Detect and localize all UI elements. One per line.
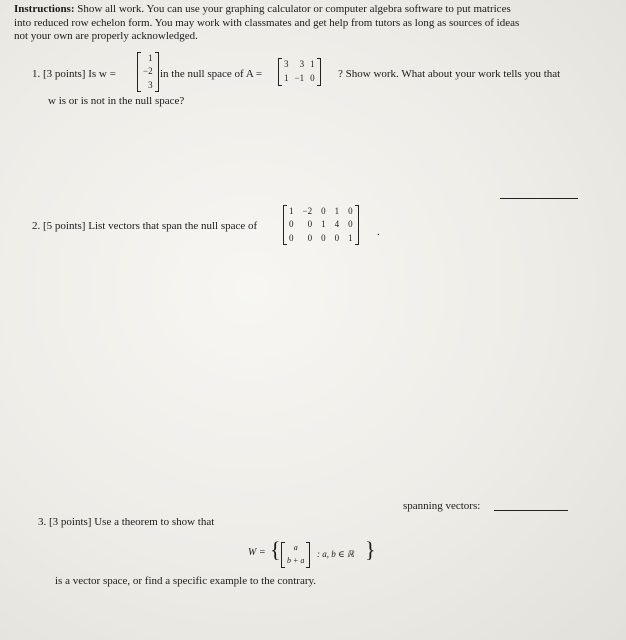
vec-entry: b + a <box>287 556 305 565</box>
q1-text-a: Is w = <box>88 68 116 80</box>
q2-prompt <box>32 220 257 234</box>
spanning-vectors-label: spanning vectors: <box>403 500 481 512</box>
q2-points: [5 points] <box>43 220 86 232</box>
m-entry: 0 <box>321 232 326 243</box>
m-entry: 1 <box>321 219 326 230</box>
instructions-line-1: Show all work. You can use your graphing calculator or computer algebra software to put matrices <box>77 3 511 15</box>
a-entry: 1 <box>284 73 289 83</box>
a-entry: 3 <box>284 59 289 69</box>
m-entry: 0 <box>334 232 340 243</box>
set-condition: : a, b ∈ ℝ <box>317 549 355 559</box>
m-entry: 4 <box>334 219 340 230</box>
m-entry: −2 <box>302 206 313 216</box>
m-entry: 0 <box>289 232 294 243</box>
q2-matrix <box>283 205 359 245</box>
m-entry: 0 <box>307 219 313 230</box>
q3-vector <box>281 542 310 568</box>
q2-number: 2. <box>32 220 41 232</box>
m-entry: 0 <box>307 232 313 243</box>
q3-prompt <box>38 516 214 530</box>
q1-points: [3 points] <box>43 68 86 80</box>
instructions-label: Instructions: <box>14 3 75 15</box>
w-entry: −2 <box>143 66 153 77</box>
a-entry: 3 <box>299 59 305 69</box>
m-entry: 1 <box>289 206 294 216</box>
vec-entry: a <box>293 543 298 552</box>
set-lhs: W = <box>248 547 266 558</box>
q1-line-2: w is or is not in the null space? <box>48 95 185 107</box>
answer-line-q1 <box>500 198 578 199</box>
instructions-line-3: not your own are properly acknowledged. <box>14 30 198 42</box>
q1-vector-w <box>137 52 159 92</box>
q3-points: [3 points] <box>49 516 92 528</box>
m-entry: 0 <box>321 206 326 216</box>
m-entry: 1 <box>334 206 340 216</box>
a-entry: 1 <box>310 59 315 69</box>
m-entry: 1 <box>348 232 353 243</box>
m-entry: 0 <box>348 219 353 230</box>
m-entry: 0 <box>348 206 353 216</box>
q2-end: . <box>377 226 380 238</box>
instructions <box>14 3 614 44</box>
a-entry: 0 <box>310 73 315 83</box>
left-brace: { <box>270 537 281 562</box>
instructions-line-2: into reduced row echelon form. You may work with classmates and get help from tutors as long as sources of ideas <box>14 16 520 29</box>
spanning-vectors-line <box>494 510 568 511</box>
q3-line-2: is a vector space, or find a specific example to the contrary. <box>55 575 317 587</box>
q1-text-b: in the null space of A = <box>160 68 263 80</box>
q3-text: Use a theorem to show that <box>94 516 215 528</box>
w-entry: 1 <box>148 53 153 63</box>
q2-text: List vectors that span the null space of <box>88 220 258 232</box>
q1-prompt <box>32 68 116 82</box>
m-entry: 0 <box>289 219 294 230</box>
q1-number: 1. <box>32 68 41 80</box>
right-brace: } <box>365 537 376 562</box>
q1-text-c: ? Show work. What about your work tells you that <box>338 68 561 80</box>
w-entry: 3 <box>148 79 153 90</box>
q1-matrix-a <box>278 58 321 86</box>
q3-number: 3. <box>38 516 47 528</box>
a-entry: −1 <box>294 73 305 83</box>
